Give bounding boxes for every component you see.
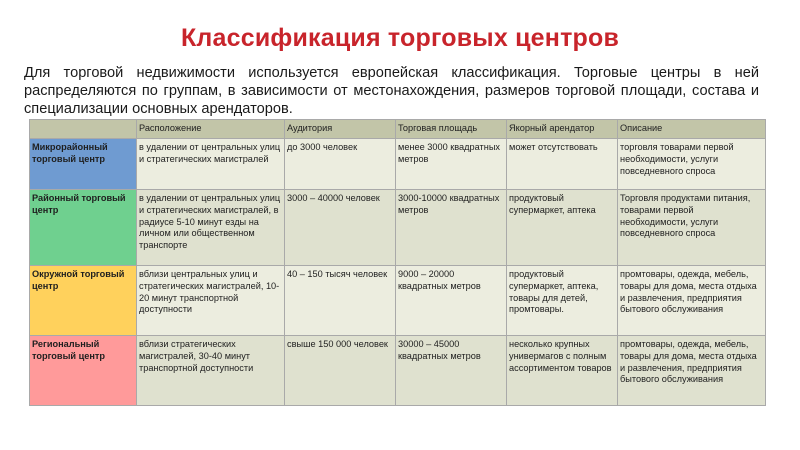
header-description: Описание: [618, 120, 766, 139]
intro-paragraph: Для торговой недвижимости используется европейская классификация. Торговые центры в ней распределяются по группам, в зависимости от местонахождения, размеров торговой площади, состава и специализации основных арендаторов.: [24, 65, 759, 117]
classification-table: [29, 119, 766, 406]
row-category: Региональный торговый центр: [30, 336, 137, 406]
row-category: Микрорайонный торговый центр: [30, 139, 137, 190]
table-cell: 3000 – 40000 человек: [285, 190, 396, 266]
table-row: [30, 190, 766, 266]
table-cell: вблизи центральных улиц и стратегических магистралей, 10-20 минут транспортной доступности: [137, 266, 285, 336]
table-cell: 40 – 150 тысяч человек: [285, 266, 396, 336]
header-location: Расположение: [137, 120, 285, 139]
table-cell: 3000-10000 квадратных метров: [396, 190, 507, 266]
page-title: Классификация торговых центров: [180, 24, 620, 52]
table-cell: промтовары, одежда, мебель, товары для дома, места отдыха и развлечения, предприятия бытового обслуживания: [618, 336, 766, 406]
table-cell: торговля товарами первой необходимости, услуги повседневного спроса: [618, 139, 766, 190]
table-cell: свыше 150 000 человек: [285, 336, 396, 406]
table-cell: несколько крупных универмагов с полным ассортиментом товаров: [507, 336, 618, 406]
table-cell: в удалении от центральных улиц и стратегических магистралей: [137, 139, 285, 190]
table-row: [30, 336, 766, 406]
row-category: Районный торговый центр: [30, 190, 137, 266]
table-cell: 30000 – 45000 квадратных метров: [396, 336, 507, 406]
table-cell: может отсутствовать: [507, 139, 618, 190]
table-row: [30, 266, 766, 336]
table-cell: 9000 – 20000 квадратных метров: [396, 266, 507, 336]
header-area: Торговая площадь: [396, 120, 507, 139]
table-cell: менее 3000 квадратных метров: [396, 139, 507, 190]
table-cell: до 3000 человек: [285, 139, 396, 190]
row-category: Окружной торговый центр: [30, 266, 137, 336]
table-cell: Торговля продуктами питания, товарами первой необходимости, услуги повседневного спроса: [618, 190, 766, 266]
table-cell: вблизи стратегических магистралей, 30-40 минут транспортной доступности: [137, 336, 285, 406]
header-corner: [30, 120, 137, 139]
table-cell: продуктовый супермаркет, аптека: [507, 190, 618, 266]
header-anchor: Якорный арендатор: [507, 120, 618, 139]
table-row: [30, 139, 766, 190]
table-cell: в удалении от центральных улиц и стратегических магистралей, в радиусе 5-10 минут езды на личном или общественном транспорте: [137, 190, 285, 266]
table-header-row: [30, 120, 766, 139]
header-audience: Аудитория: [285, 120, 396, 139]
table-cell: промтовары, одежда, мебель, товары для дома, места отдыха и развлечения, предприятия бытового обслуживания: [618, 266, 766, 336]
table-cell: продуктовый супермаркет, аптека, товары для детей, промтовары.: [507, 266, 618, 336]
